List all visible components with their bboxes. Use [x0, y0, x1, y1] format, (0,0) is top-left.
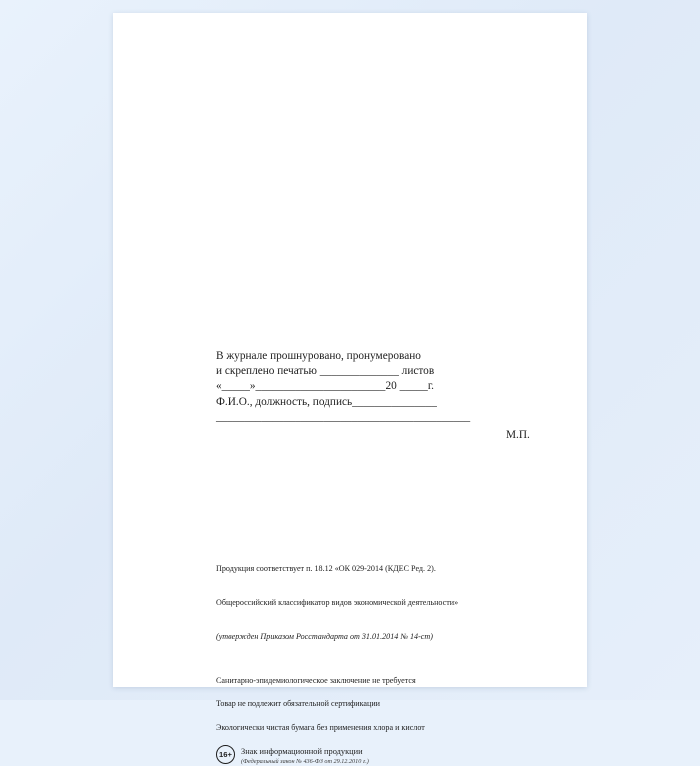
certification-note: Товар не подлежит обязательной сертификации — [216, 699, 381, 709]
cert-line-3: «_____»_______________________20 _____г. — [216, 380, 434, 393]
product-conformity-paragraph — [216, 541, 556, 664]
age-rating-text — [241, 745, 369, 766]
cert-line-2: и скреплено печатью ______________ листов — [216, 365, 435, 378]
stamp-placeholder: М.П. — [506, 429, 530, 441]
legal-block — [216, 541, 556, 766]
product-conformity-line-1: Продукция соответствует п. 18.12 «ОК 029-2014 (КДЕС Ред. 2). — [216, 564, 436, 574]
document-page — [113, 13, 587, 765]
age-rating-badge-icon: 16+ — [216, 745, 235, 764]
cert-line-1: В журнале прошнуровано, пронумеровано — [216, 350, 421, 362]
cert-line-5: _____________________________________________ — [216, 410, 471, 423]
cert-line-4: Ф.И.О., должность, подпись_______________ — [216, 395, 437, 408]
sanitary-note: Санитарно-эпидемиологическое заключение не требуется — [216, 676, 416, 686]
page-content — [216, 13, 556, 765]
product-conformity-line-3: (утвержден Приказом Росстандарта от 31.01.2014 № 14-ст) — [216, 631, 433, 641]
eco-paper-note: Экологически чистая бумага без применения хлора и кислот — [216, 722, 425, 732]
product-conformity-line-2: Общероссийский классификатор видов экономической деятельности» — [216, 598, 459, 608]
age-rating-law: (Федеральный закон № 436-ФЗ от 29.12.2010 г.) — [241, 757, 369, 765]
age-rating-row — [216, 745, 556, 766]
age-rating-title: Знак информационной продукции — [241, 746, 363, 756]
certification-block — [216, 349, 546, 425]
